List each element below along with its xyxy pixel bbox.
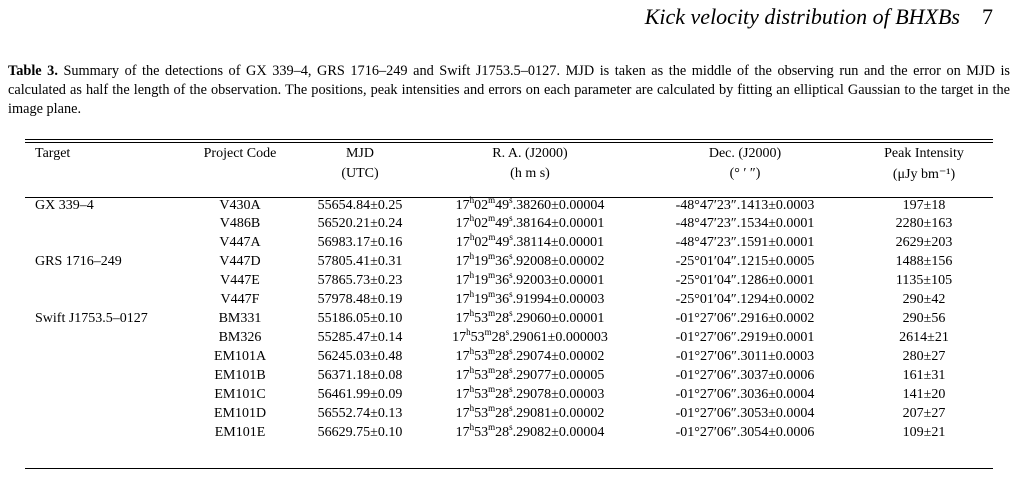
- ra-part: 17: [455, 310, 470, 326]
- ra-unit: h: [469, 288, 475, 299]
- cell-ra: [425, 347, 635, 366]
- cell-target: [25, 423, 185, 442]
- cell-dec: -25°01′04″.1286±0.0001: [675, 272, 815, 288]
- ra-unit: s: [509, 345, 513, 356]
- ra-unit: m: [484, 326, 492, 337]
- ra-part: 49: [495, 234, 510, 250]
- ra-unit: s: [509, 421, 513, 432]
- ra-part: 36: [495, 272, 510, 288]
- table-row: [25, 366, 993, 385]
- table-row: [25, 271, 993, 290]
- ra-part: 28: [491, 329, 506, 345]
- cell-mjd: 56461.99±0.09: [317, 386, 403, 402]
- cell-peak-intensity: 290±42: [902, 291, 946, 307]
- ra-unit: s: [509, 212, 513, 223]
- ra-part: 19: [474, 291, 489, 307]
- cell-target: [25, 328, 185, 347]
- cell-mjd: 55285.47±0.14: [317, 329, 403, 345]
- ra-unit: h: [469, 212, 475, 223]
- cell-project-code: EM101D: [213, 405, 267, 421]
- ra-part: .29074±0.00002: [512, 348, 605, 364]
- cell-mjd: 57865.73±0.23: [317, 272, 403, 288]
- cell-mjd: 56629.75±0.10: [317, 424, 403, 440]
- cell-project-code: V447A: [219, 234, 261, 250]
- ra-unit: h: [469, 231, 475, 242]
- cell-ra: [425, 309, 635, 328]
- cell-peak-intensity: 280±27: [902, 348, 946, 364]
- ra-part: 49: [495, 198, 510, 213]
- ra-unit: s: [509, 288, 513, 299]
- top-rule-2: [25, 142, 993, 143]
- cell-project-code: EM101A: [213, 348, 267, 364]
- cell-project-code: EM101B: [214, 367, 266, 383]
- cell-peak-intensity: 161±31: [902, 367, 946, 383]
- table-row: [25, 309, 993, 328]
- ra-part: 19: [474, 272, 489, 288]
- ra-unit: m: [488, 269, 496, 280]
- ra-part: 53: [474, 367, 489, 383]
- cell-peak-intensity: 109±21: [902, 424, 946, 440]
- cell-dec: -25°01′04″.1294±0.0002: [675, 291, 815, 307]
- ra-part: 28: [495, 424, 510, 440]
- cell-target: [25, 214, 185, 233]
- header-units-row: [25, 166, 993, 192]
- header-target: Target: [35, 146, 71, 161]
- ra-part: 53: [470, 329, 485, 345]
- ra-part: .38164±0.00001: [512, 215, 605, 231]
- top-rule-1: [25, 139, 993, 140]
- cell-target: [25, 347, 185, 366]
- ra-part: .92008±0.00002: [512, 253, 605, 269]
- ra-part: .38260±0.00004: [512, 198, 605, 213]
- ra-part: 49: [495, 215, 510, 231]
- cell-mjd: 57805.41±0.31: [317, 253, 403, 269]
- cell-mjd: 55186.05±0.10: [317, 310, 403, 326]
- page-number: 7: [982, 4, 993, 29]
- ra-part: 19: [474, 253, 489, 269]
- header-units-ra: (h m s): [510, 166, 550, 181]
- ra-part: 53: [474, 424, 489, 440]
- ra-unit: s: [509, 231, 513, 242]
- cell-ra: [425, 252, 635, 271]
- header-units-mjd: (UTC): [341, 166, 379, 181]
- cell-peak-intensity: 197±18: [902, 198, 946, 213]
- ra-unit: h: [469, 269, 475, 280]
- ra-unit: h: [469, 250, 475, 261]
- cell-mjd: 56245.03±0.48: [317, 348, 403, 364]
- ra-part: 28: [495, 367, 510, 383]
- ra-unit: m: [488, 288, 496, 299]
- ra-unit: s: [505, 326, 510, 337]
- ra-part: 17: [455, 234, 470, 250]
- cell-dec: -01°27′06″.3053±0.0004: [675, 405, 815, 421]
- ra-part: 28: [495, 386, 510, 402]
- ra-part: 17: [455, 405, 470, 421]
- cell-dec: -01°27′06″.3036±0.0004: [675, 386, 815, 402]
- ra-part: .29061±0.000003: [509, 329, 608, 345]
- cell-peak-intensity: 1488±156: [895, 253, 953, 269]
- cell-peak-intensity: 290±56: [902, 310, 946, 326]
- cell-dec: -01°27′06″.3011±0.0003: [675, 348, 815, 364]
- ra-unit: m: [488, 345, 496, 356]
- cell-target: [25, 233, 185, 252]
- table-row: [25, 347, 993, 366]
- ra-unit: m: [488, 383, 496, 394]
- ra-unit: h: [469, 421, 475, 432]
- cell-project-code: V447F: [220, 291, 260, 307]
- cell-mjd: 56552.74±0.13: [317, 405, 403, 421]
- cell-ra: [425, 366, 635, 385]
- ra-part: .92003±0.00001: [512, 272, 605, 288]
- cell-mjd: 55654.84±0.25: [317, 198, 403, 213]
- cell-target: [25, 271, 185, 290]
- ra-unit: s: [509, 195, 513, 205]
- cell-mjd: 57978.48±0.19: [317, 291, 403, 307]
- cell-ra: [425, 233, 635, 252]
- ra-unit: s: [509, 402, 513, 413]
- caption-label: Table 3.: [8, 63, 58, 79]
- header-project-code: Project Code: [203, 146, 277, 161]
- header-ra: R. A. (J2000): [492, 146, 568, 161]
- ra-part: .29078±0.00003: [512, 386, 605, 402]
- ra-part: .38114±0.00001: [512, 234, 605, 250]
- table-body: [25, 192, 993, 442]
- ra-part: 17: [455, 215, 470, 231]
- ra-part: 53: [474, 310, 489, 326]
- cell-target: GRS 1716–249: [35, 253, 122, 269]
- ra-part: .29060±0.00001: [512, 310, 605, 326]
- cell-ra: [425, 192, 635, 214]
- cell-peak-intensity: 2280±163: [895, 215, 953, 231]
- cell-dec: -48°47′23″.1591±0.0001: [675, 234, 815, 250]
- cell-ra: [425, 328, 635, 347]
- ra-part: 53: [474, 386, 489, 402]
- ra-part: 17: [455, 367, 470, 383]
- ra-unit: s: [509, 250, 513, 261]
- cell-target: [25, 385, 185, 404]
- cell-dec: -48°47′23″.1534±0.0001: [675, 215, 815, 231]
- table-caption: [8, 62, 1010, 119]
- ra-unit: s: [509, 269, 513, 280]
- ra-unit: h: [469, 402, 475, 413]
- ra-part: 17: [455, 348, 470, 364]
- cell-target: [25, 366, 185, 385]
- cell-peak-intensity: 2614±21: [899, 329, 949, 345]
- ra-part: 17: [455, 272, 470, 288]
- ra-part: .29077±0.00005: [512, 367, 605, 383]
- cell-target: GX 339–4: [35, 198, 94, 213]
- ra-part: 53: [474, 405, 489, 421]
- cell-mjd: 56520.21±0.24: [317, 215, 403, 231]
- cell-peak-intensity: 207±27: [902, 405, 946, 421]
- ra-part: .29082±0.00004: [512, 424, 605, 440]
- detections-table: [25, 146, 993, 442]
- cell-dec: -01°27′06″.3037±0.0006: [675, 367, 815, 383]
- ra-part: 02: [474, 198, 489, 213]
- ra-unit: h: [469, 195, 475, 205]
- header-dec: Dec. (J2000): [708, 146, 782, 161]
- ra-part: .91994±0.00003: [512, 291, 605, 307]
- cell-peak-intensity: 141±20: [902, 386, 946, 402]
- ra-part: 28: [495, 348, 510, 364]
- header-row: [25, 146, 993, 166]
- ra-unit: m: [488, 307, 496, 318]
- ra-unit: m: [488, 195, 496, 205]
- ra-part: 17: [452, 329, 467, 345]
- header-units-dec: (° ′ ″): [729, 166, 761, 181]
- header-units-target: [25, 166, 185, 192]
- cell-target: [25, 404, 185, 423]
- table-row: [25, 214, 993, 233]
- bottom-rule: [25, 468, 993, 469]
- running-head-title: Kick velocity distribution of BHXBs: [644, 4, 960, 29]
- cell-project-code: BM326: [218, 329, 262, 345]
- cell-mjd: 56371.18±0.08: [317, 367, 403, 383]
- cell-project-code: EM101C: [214, 386, 266, 402]
- ra-unit: s: [509, 364, 513, 375]
- cell-dec: -01°27′06″.2916±0.0002: [675, 310, 815, 326]
- table-row: [25, 252, 993, 271]
- ra-unit: h: [469, 307, 475, 318]
- cell-ra: [425, 404, 635, 423]
- ra-unit: m: [488, 212, 496, 223]
- ra-part: 02: [474, 234, 489, 250]
- cell-ra: [425, 271, 635, 290]
- ra-part: 17: [455, 291, 470, 307]
- cell-target: Swift J1753.5–0127: [35, 310, 148, 326]
- cell-project-code: EM101E: [214, 424, 266, 440]
- ra-part: 36: [495, 253, 510, 269]
- cell-project-code: V430A: [219, 198, 261, 213]
- header-mjd: MJD: [345, 146, 374, 161]
- ra-part: 28: [495, 405, 510, 421]
- table-row: [25, 328, 993, 347]
- caption-text: Summary of the detections of GX 339–4, GRS 1716–249 and Swift J1753.5–0127. MJD is taken as the middle of the observing run and the error on MJD is calculated as half the length of the observation. The positions, peak intensities and errors on each parameter are calculated by fitting an elliptical Gaussian to the target in the image plane.: [8, 63, 1010, 117]
- ra-unit: m: [488, 421, 496, 432]
- cell-project-code: V447D: [219, 253, 261, 269]
- ra-unit: s: [509, 307, 513, 318]
- ra-unit: m: [488, 231, 496, 242]
- cell-peak-intensity: 2629±203: [895, 234, 953, 250]
- cell-dec: -48°47′23″.1413±0.0003: [675, 198, 815, 213]
- ra-part: 53: [474, 348, 489, 364]
- ra-part: 02: [474, 215, 489, 231]
- ra-part: .29081±0.00002: [512, 405, 605, 421]
- table-row: [25, 404, 993, 423]
- ra-part: 17: [455, 424, 470, 440]
- header-peak-intensity: Peak Intensity: [884, 146, 964, 161]
- ra-unit: s: [509, 383, 513, 394]
- cell-dec: -01°27′06″.3054±0.0006: [675, 424, 815, 440]
- cell-peak-intensity: 1135±105: [895, 272, 953, 288]
- running-head: [645, 4, 993, 30]
- cell-dec: -25°01′04″.1215±0.0005: [675, 253, 815, 269]
- ra-part: 17: [455, 198, 470, 213]
- table-row: [25, 290, 993, 309]
- ra-unit: h: [469, 345, 475, 356]
- header-units-peak: (μJy bm⁻¹): [892, 167, 956, 182]
- table-row: [25, 192, 993, 214]
- ra-unit: m: [488, 402, 496, 413]
- ra-part: 17: [455, 253, 470, 269]
- cell-ra: [425, 214, 635, 233]
- ra-part: 36: [495, 291, 510, 307]
- table-row: [25, 385, 993, 404]
- cell-project-code: BM331: [218, 310, 262, 326]
- cell-dec: -01°27′06″.2919±0.0001: [675, 329, 815, 345]
- ra-unit: h: [469, 364, 475, 375]
- ra-unit: h: [466, 326, 471, 337]
- cell-ra: [425, 385, 635, 404]
- cell-project-code: V486B: [219, 215, 261, 231]
- cell-mjd: 56983.17±0.16: [317, 234, 403, 250]
- cell-target: [25, 290, 185, 309]
- header-units-code: [185, 166, 295, 192]
- ra-part: 17: [455, 386, 470, 402]
- cell-ra: [425, 290, 635, 309]
- ra-part: 28: [495, 310, 510, 326]
- cell-project-code: V447E: [220, 272, 260, 288]
- ra-unit: m: [488, 364, 496, 375]
- cell-ra: [425, 423, 635, 442]
- table-row: [25, 423, 993, 442]
- ra-unit: m: [488, 250, 496, 261]
- table-row: [25, 233, 993, 252]
- ra-unit: h: [469, 383, 475, 394]
